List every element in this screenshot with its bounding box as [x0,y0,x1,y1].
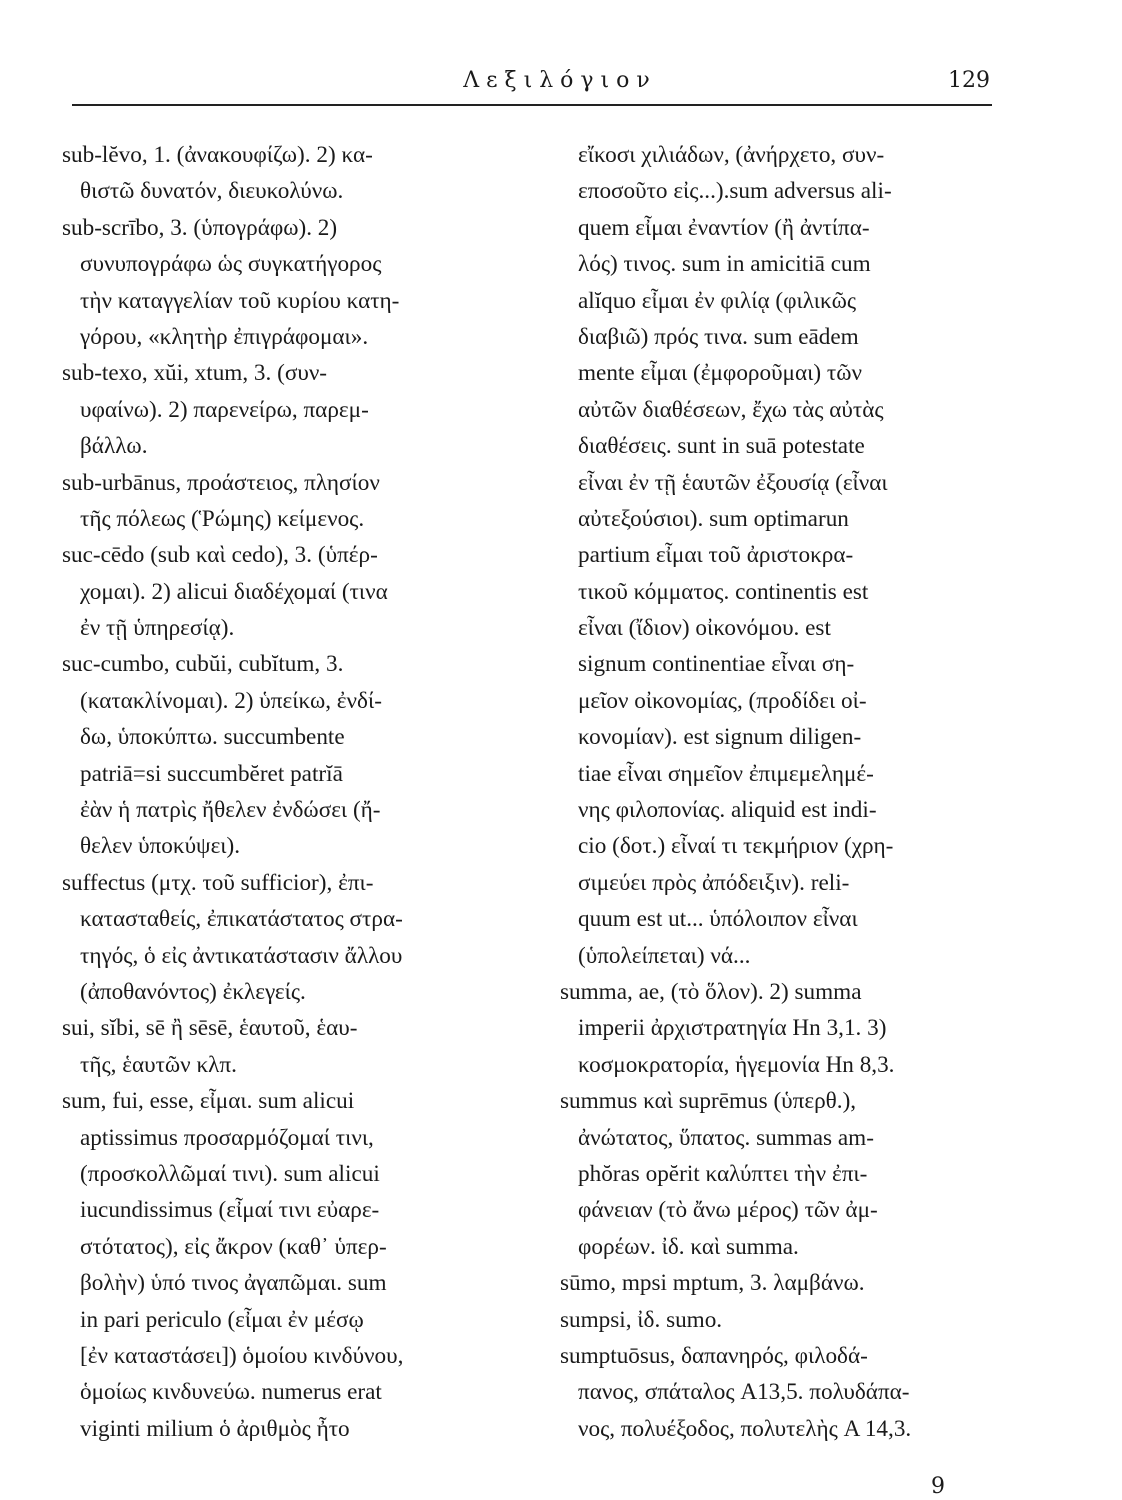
text-line: χομαι). 2) alicui διαδέχομαί (τινα [80,578,388,605]
text-line: patriā=si succumbĕret patrĭā [80,760,343,787]
text-line: aptissimus προσαρμόζομαί τινι, [80,1124,374,1151]
header-rule [72,104,992,106]
text-line: αὐτῶν διαθέσεων, ἔχω τὰς αὐτὰς [578,396,884,423]
text-line: τὴν καταγγελίαν τοῦ κυρίου κατη- [80,287,400,314]
text-line: νης φιλοπονίας. aliquid est indi- [578,797,877,824]
text-line: sub-scrībo, 3. (ὑπογράφω). 2) [62,214,338,241]
text-line: viginti milium ὁ ἀριθμὸς ἦτο [80,1415,350,1442]
text-line: iucundissimus (εἶμαί τινι εὐαρε- [80,1197,380,1224]
text-line: τηγός, ὁ εἰς ἀντικατάστασιν ἄλλου [80,942,403,969]
text-line: ὁμοίως κινδυνεύω. numerus erat [80,1379,382,1406]
text-line: σιμεύει πρὸς ἀπόδειξιν). reli- [578,869,850,896]
text-line: στότατος), εἰς ἄκρον (καθ᾽ ὑπερ- [80,1233,387,1260]
text-line: κατασταθείς, ἐπικατάστατος στρα- [80,906,403,933]
text-line: summa, ae, (τὸ ὅλον). 2) summa [560,978,862,1005]
text-line: εποσοῦτο εἰς...).sum adversus ali- [578,178,892,205]
text-line: φάνειαν (τὸ ἄνω μέρος) τῶν ἀμ- [578,1197,878,1224]
text-line: βολὴν) ὑπό τινος ἀγαπῶμαι. sum [80,1270,387,1297]
text-line: διαβιῶ) πρός τινα. sum eādem [578,323,859,350]
text-line: φορέων. ἰδ. καὶ summa. [578,1233,799,1260]
text-line: sūmo, mpsi mptum, 3. λαμβάνω. [560,1270,865,1297]
right-column [560,137,992,1447]
text-line: signum continentiae εἶναι ση- [578,651,855,678]
text-line: suffectus (μτχ. τοῦ sufficior), ἐπι- [62,869,374,896]
text-line: [ἐν καταστάσει]) ὁμοίου κινδύνου, [80,1342,404,1369]
text-line: ἐὰν ἡ πατρὶς ἤθελεν ἐνδώσει (ἤ- [80,797,381,824]
page-number: 129 [948,68,990,93]
text-line: πανος, σπάταλος A13,5. πολυδάπα- [578,1379,910,1406]
text-line: sum, fui, esse, εἶμαι. sum alicui [62,1088,355,1115]
text-line: νος, πολυέξοδος, πολυτελὴς A 14,3. [578,1415,912,1442]
text-line: summus καὶ suprēmus (ὑπερθ.), [560,1088,857,1115]
text-line: κονομίαν). est signum diligen- [578,724,862,751]
text-line: τικοῦ κόμματος. continentis est [578,578,869,605]
text-line: sub-urbānus, προάστειος, πλησίον [62,469,380,496]
text-line: quem εἶμαι ἐναντίον (ἢ ἀντίπα- [578,214,870,241]
text-line: sui, sĭbi, sē ἢ sēsē, ἑαυτοῦ, ἑαυ- [62,1015,358,1042]
text-line: partium εἶμαι τοῦ ἀριστοκρα- [578,542,854,569]
text-line: εἴκοσι χιλιάδων, (ἀνήρχετο, συν- [578,142,885,168]
text-line: sub-texo, xŭi, xtum, 3. (συν- [62,360,328,387]
text-line: τῆς πόλεως (Ῥώμης) κείμενος. [80,505,365,532]
text-line: (προσκολλῶμαί τινι). sum alicui [80,1160,380,1187]
running-header-title: Λεξιλόγιον [463,68,657,93]
text-line: θελεν ὑποκύψει). [80,833,241,860]
text-line: αὐτεξούσιοι). sum optimarun [578,505,849,532]
text-line: λός) τινος. sum in amicitiā cum [578,251,871,278]
signature-mark: 9 [931,1474,945,1499]
text-line: διαθέσεις. sunt in suā potestate [578,433,865,460]
text-line: μεῖον οἰκονομίας, (προδίδει οἰ- [578,687,867,714]
left-column [62,137,530,1447]
text-line: δω, ὑποκύπτω. succumbente [80,724,345,751]
text-line: (ἀποθανόντος) ἐκλεγείς. [80,978,306,1005]
text-line: in pari periculo (εἶμαι ἐν μέσῳ [80,1306,364,1333]
text-line: sub-lĕvo, 1. (ἀνακουφίζω). 2) κα- [62,142,373,168]
text-line: υφαίνω). 2) παρενείρω, παρεμ- [80,396,369,423]
text-line: κοσμοκρατορία, ἡγεμονία Hn 8,3. [578,1051,895,1078]
text-line: (κατακλίνομαι). 2) ὑπείκω, ἐνδί- [80,687,382,714]
text-line: alĭquo εἶμαι ἐν φιλίᾳ (φιλικῶς [578,287,857,314]
text-line: εἶναι ἐν τῇ ἑαυτῶν ἐξουσίᾳ (εἶναι [578,469,888,496]
text-line: mente εἶμαι (ἐμφοροῦμαι) τῶν [578,360,862,387]
text-line: βάλλω. [80,433,148,460]
text-line: imperii ἀρχιστρατηγία Hn 3,1. 3) [578,1015,887,1042]
text-line: sumpsi, ἰδ. sumo. [560,1306,723,1333]
text-line: quum est ut... ὑπόλοιπον εἶναι [578,906,858,933]
text-line: suc-cēdo (sub καὶ cedo), 3. (ὑπέρ- [62,542,378,569]
text-line: γόρου, «κλητὴρ ἐπιγράφομαι». [80,323,369,350]
text-line: τῆς, ἑαυτῶν κλπ. [80,1051,237,1078]
text-line: phŏras opĕrit καλύπτει τὴν ἐπι- [578,1160,868,1187]
text-line: εἶναι (ἴδιον) οἰκονόμου. est [578,615,831,642]
text-line: cio (δοτ.) εἶναί τι τεκμήριον (χρη- [578,833,894,860]
text-line: tiae εἶναι σημεῖον ἐπιμεμελημέ- [578,760,874,787]
text-line: (ὑπολείπεται) νά... [578,942,751,969]
text-line: suc-cumbo, cubŭi, cubĭtum, 3. [62,651,344,678]
text-line: συνυπογράφω ὡς συγκατήγορος [80,251,382,278]
text-line: ἐν τῇ ὑπηρεσίᾳ). [80,615,235,642]
text-line: θιστῶ δυνατόν, διευκολύνω. [80,178,344,205]
text-line: sumptuōsus, δαπανηρός, φιλοδά- [560,1342,868,1369]
text-line: ἀνώτατος, ὕπατος. summas am- [578,1124,874,1151]
